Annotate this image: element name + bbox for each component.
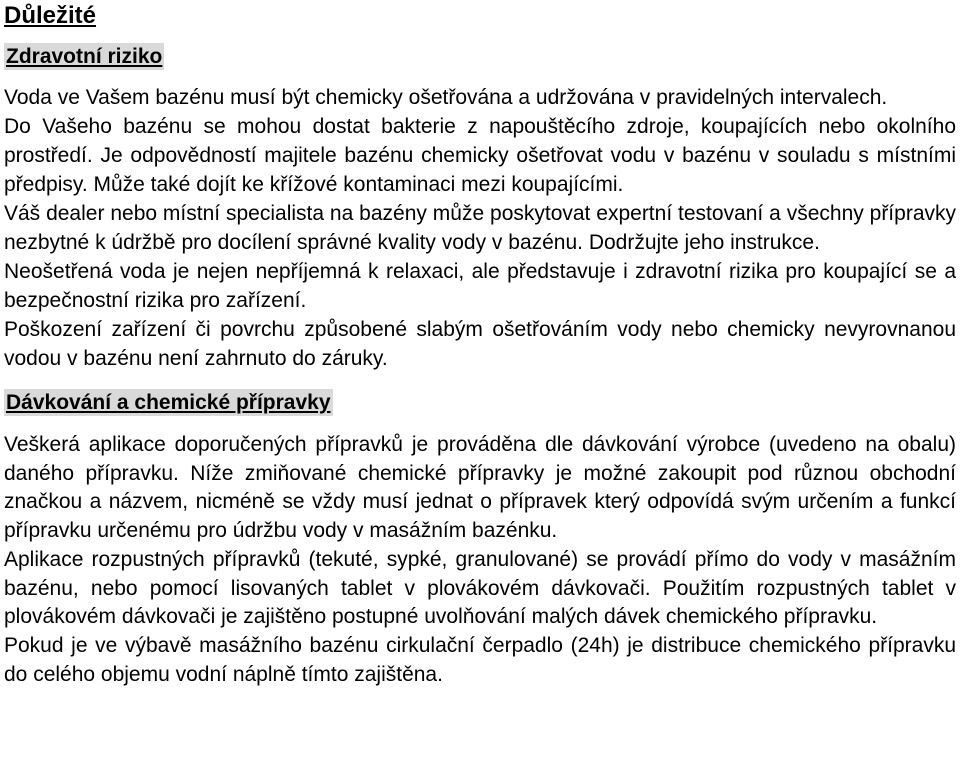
paragraph: Do Vašeho bazénu se mohou dostat bakterie z napouštěcího zdroje, koupajících nebo okolního prostředí. Je odpovědností majitele bazénu chemicky ošetřovat vodu v bazénu v souladu s místními předpisy. Může také dojít ke křížové kontaminaci mezi koupajícími. <box>4 115 956 196</box>
document-page <box>4 0 956 689</box>
document-title: Důležité <box>4 2 97 29</box>
paragraph: Poškození zařízení či povrchu způsobené slabým ošetřováním vody nebo chemicky nevyrovnanou vodou v bazénu není zahrnuto do záruky. <box>4 318 956 370</box>
paragraph: Veškerá aplikace doporučených přípravků je prováděna dle dávkování výrobce (uvedeno na obalu) daného přípravku. Níže zmiňované chemické přípravky je možné zakoupit pod různou obchodní značkou a názvem, nicméně se vždy musí jednat o přípravek který odpovídá svým určením a funkcí přípravku určenému pro údržbu vody v masážním bazénku. <box>4 433 956 543</box>
section-dosing-chemicals <box>4 389 956 689</box>
paragraph: Voda ve Vašem bazénu musí být chemicky ošetřována a udržována v pravidelných intervalech. <box>4 86 888 109</box>
paragraph: Váš dealer nebo místní specialista na bazény může poskytovat expertní testovaní a všechny přípravky nezbytné k údržbě pro docílení správné kvality vody v bazénu. Dodržujte jeho instrukce. <box>4 202 956 254</box>
section-heading-health-risk: Zdravotní riziko <box>6 45 163 68</box>
section-heading-dosing: Dávkování a chemické přípravky <box>6 391 331 414</box>
paragraph: Aplikace rozpustných přípravků (tekuté, sypké, granulované) se provádí přímo do vody v masážním bazénu, nebo pomocí lisovaných tablet v plovákovém dávkovači. Použitím rozpustných tablet v plovákovém dávkovači je zajištěno postupné uvolňování malých dávek chemického přípravku. <box>4 547 956 629</box>
paragraph: Pokud je ve výbavě masážního bazénu cirkulační čerpadlo (24h) je distribuce chemického přípravku do celého objemu vodní náplně tímto zajištěna. <box>4 633 956 686</box>
paragraph: Neošetřená voda je nejen nepříjemná k relaxaci, ale představuje i zdravotní rizika pro koupající se a bezpečnostní rizika pro zařízení. <box>4 260 956 312</box>
section-health-risk <box>4 43 956 373</box>
